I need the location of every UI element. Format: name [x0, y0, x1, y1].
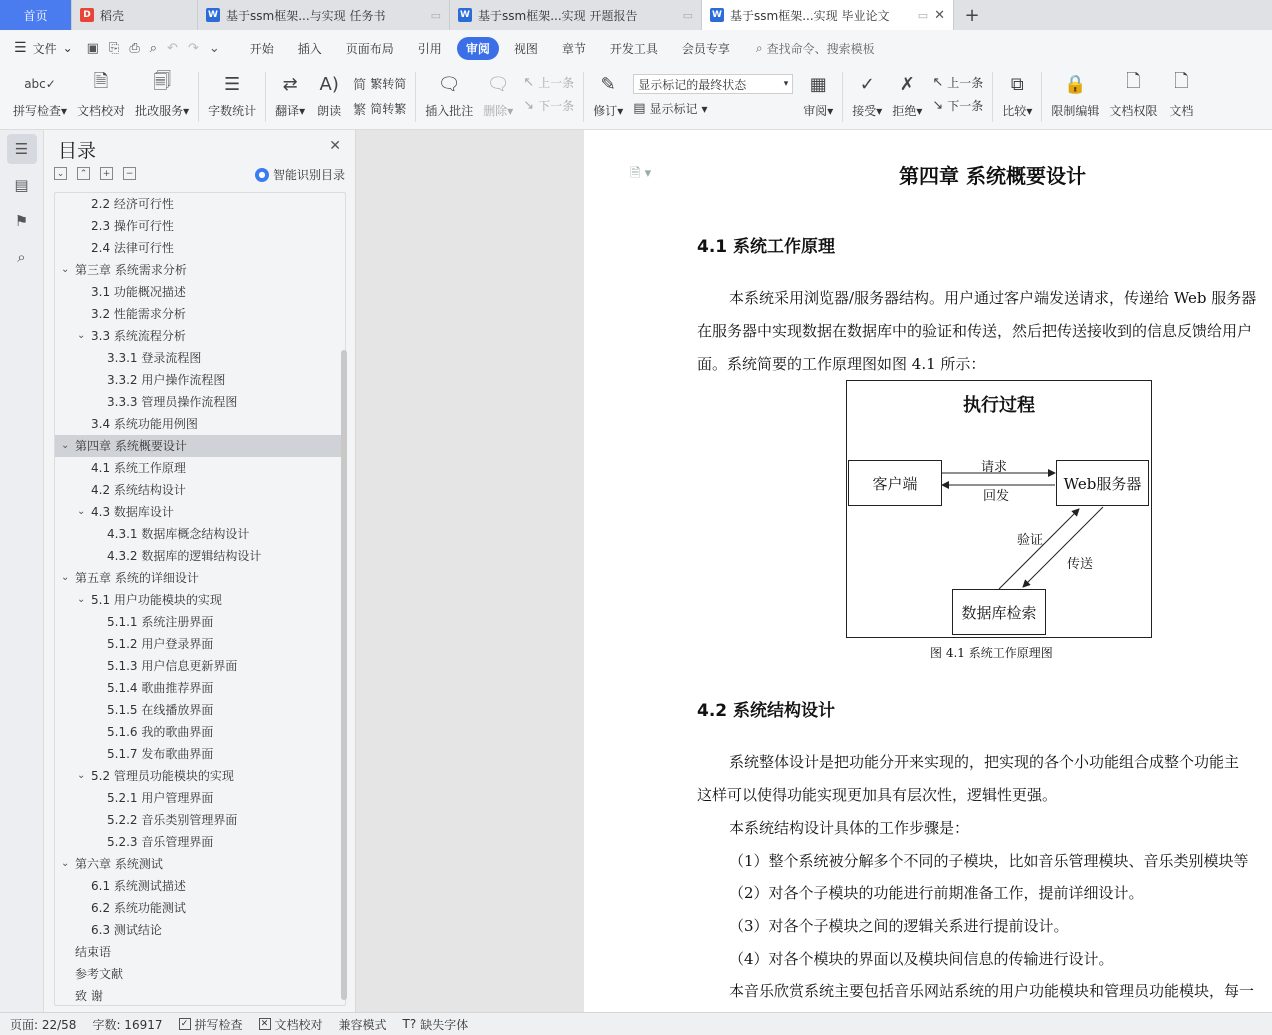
- toc-item[interactable]: [55, 479, 345, 501]
- print-icon[interactable]: ⎙: [129, 40, 140, 56]
- menu-tab-8[interactable]: 会员专享: [681, 41, 730, 56]
- figure-work-principle: [846, 380, 1152, 638]
- toc-item[interactable]: [55, 259, 345, 281]
- toc-item-label: 5.1.6 我的歌曲界面: [107, 725, 214, 739]
- toc-item-label: 3.3 系统流程分析: [91, 329, 186, 343]
- section-heading-4-2: 4.2 系统结构设计: [697, 701, 836, 721]
- chapter-nav-icon[interactable]: ▤: [14, 176, 29, 194]
- toc-item-label: 第四章 系统概要设计: [75, 439, 187, 453]
- compare-label: 比较: [1002, 104, 1027, 118]
- toc-controls: [54, 167, 136, 180]
- chevron-down-icon[interactable]: ⌄: [61, 264, 70, 275]
- page-menu-icon[interactable]: 🗎 ▾: [630, 166, 652, 181]
- toc-item-label: 4.3 数据库设计: [91, 505, 174, 519]
- toc-item[interactable]: [55, 545, 345, 567]
- toc-item-label: 第六章 系统测试: [75, 857, 163, 871]
- insert-comment-button[interactable]: [425, 70, 473, 119]
- close-icon[interactable]: ✕: [329, 138, 341, 154]
- toc-item[interactable]: [55, 941, 345, 963]
- restrict-edit-button[interactable]: [1051, 70, 1099, 119]
- toc-item-label: 5.1.2 用户登录界面: [107, 637, 214, 651]
- delete-comment-button[interactable]: 🗨 删除▾: [483, 70, 513, 119]
- read-aloud-label: 朗读: [317, 104, 342, 118]
- toc-item-label: 第三章 系统需求分析: [75, 263, 187, 277]
- simp-to-trad-button[interactable]: [353, 99, 406, 118]
- status-proof[interactable]: [259, 1016, 323, 1033]
- doc-proof-icon: 🗎: [93, 71, 109, 92]
- toc-item-label: 第五章 系统的详细设计: [75, 571, 199, 585]
- doc-proof-button[interactable]: [77, 70, 125, 119]
- toc-item[interactable]: [55, 655, 345, 677]
- toc-item[interactable]: [55, 919, 345, 941]
- toc-title: 目录: [58, 140, 97, 162]
- toc-item[interactable]: [55, 501, 345, 523]
- prev-change-icon: ↖: [932, 75, 944, 90]
- list-item: （2）对各个子模块的功能进行前期准备工作，提前详细设计。: [729, 884, 1144, 902]
- toc-item[interactable]: [55, 985, 345, 1006]
- collapse-all-icon[interactable]: ⌄: [54, 167, 67, 180]
- word-count-indicator[interactable]: 字数: 16917: [92, 1017, 163, 1032]
- review-pane-button[interactable]: ▦ 审阅▾: [803, 70, 833, 119]
- undo-icon[interactable]: ↶: [167, 40, 178, 56]
- toc-item[interactable]: [55, 677, 345, 699]
- verify-label: 验证: [1017, 533, 1044, 548]
- next-change-label: 下一条: [947, 99, 984, 113]
- toc-item[interactable]: [55, 391, 345, 413]
- daoke-icon: D: [80, 8, 94, 22]
- file-menu[interactable]: [14, 40, 73, 57]
- web-server-box: Web服务器: [1056, 460, 1149, 506]
- toc-item[interactable]: [55, 325, 345, 347]
- read-aloud-icon: A): [319, 73, 339, 95]
- restrict-edit-label: 限制编辑: [1051, 104, 1100, 118]
- menu-tab-7[interactable]: 开发工具: [609, 41, 658, 56]
- menu-tab-2[interactable]: 页面布局: [345, 41, 394, 56]
- toc-item[interactable]: [55, 963, 345, 985]
- list-item: （1）整个系统被分解多个不同的子模块，比如音乐管理模块、音乐类别模块等: [729, 852, 1249, 870]
- ribbon-divider: [1041, 72, 1042, 122]
- search-icon: ⌕: [755, 40, 763, 55]
- toc-item[interactable]: [55, 303, 345, 325]
- trad-to-simp-label: 繁转简: [370, 77, 407, 91]
- toc-item[interactable]: [55, 281, 345, 303]
- paragraph-line: 这样可以使得功能实现更加具有层次性，逻辑性更强。: [697, 786, 1058, 804]
- translate-button[interactable]: ⇄ 翻译▾: [275, 70, 305, 119]
- toc-item[interactable]: [55, 523, 345, 545]
- tab-screen-icon[interactable]: ▭: [430, 8, 441, 22]
- section-heading-4-1: 4.1 系统工作原理: [697, 237, 836, 257]
- next-comment-icon: ↘: [523, 98, 535, 113]
- redo-icon[interactable]: ↷: [187, 40, 199, 56]
- toc-item[interactable]: [55, 347, 345, 369]
- chevron-down-icon[interactable]: ⌄: [77, 506, 86, 517]
- toc-item-label: 3.3.3 管理员操作流程图: [107, 395, 238, 409]
- tab-home-label: 首页: [23, 8, 48, 23]
- reply-label: 回发: [983, 489, 1010, 504]
- tab-doc-proposal[interactable]: [450, 0, 702, 30]
- tab-daoke-label: 稻壳: [100, 8, 125, 23]
- toc-item-label: 2.3 操作可行性: [91, 219, 174, 233]
- db-search-box: 数据库检索: [952, 589, 1046, 635]
- lock-icon: 🔒: [1064, 73, 1087, 95]
- toc-panel: [44, 130, 356, 1012]
- toc-item[interactable]: [55, 875, 345, 897]
- toc-item-label: 2.2 经济可行性: [91, 197, 174, 211]
- markup-group: [633, 74, 793, 117]
- translate-label: 翻译: [275, 104, 300, 118]
- chevron-down-icon[interactable]: ⌄: [77, 594, 86, 605]
- toc-scrollbar[interactable]: [341, 350, 347, 1000]
- search-icon[interactable]: ⌕: [17, 248, 26, 266]
- prev-change-button[interactable]: [932, 74, 983, 91]
- markup-state-select[interactable]: [633, 74, 793, 94]
- remove-heading-icon[interactable]: −: [123, 167, 136, 180]
- batch-service-icon: 🗐: [153, 71, 172, 92]
- toc-item-label: 参考文献: [75, 967, 124, 981]
- tab-doc-task-label: 基于ssm框架...与实现 任务书: [226, 8, 386, 23]
- writer-icon: W: [458, 8, 472, 22]
- export-icon[interactable]: ⎘: [108, 40, 120, 56]
- toc-item-label: 6.2 系统功能测试: [91, 901, 186, 915]
- accept-label: 接受: [852, 104, 877, 118]
- add-heading-icon[interactable]: +: [100, 167, 113, 180]
- tab-home[interactable]: [0, 0, 72, 30]
- toc-panel-icon[interactable]: ☰: [7, 134, 37, 164]
- toc-item[interactable]: [55, 611, 345, 633]
- delete-comment-label: 删除: [483, 104, 508, 118]
- menu-bar: [0, 30, 1272, 66]
- chevron-down-icon[interactable]: ⌄: [61, 572, 70, 583]
- file-menu-label: 文件: [32, 41, 57, 56]
- writer-icon: W: [206, 8, 220, 22]
- toc-item[interactable]: [55, 897, 345, 919]
- toc-item[interactable]: [55, 809, 345, 831]
- missing-font-label: 缺失字体: [420, 1017, 469, 1032]
- toc-item[interactable]: [55, 193, 345, 215]
- close-tab-icon[interactable]: ✕: [934, 7, 945, 23]
- toc-item-label: 5.2 管理员功能模块的实现: [91, 769, 234, 783]
- track-changes-label: 修订: [593, 104, 618, 118]
- toc-item-label: 5.2.3 音乐管理界面: [107, 835, 214, 849]
- document-area: [356, 130, 1272, 1012]
- toc-item-label: 4.3.2 数据库的逻辑结构设计: [107, 549, 262, 563]
- ribbon-divider: [842, 72, 843, 122]
- tab-bar: [0, 0, 1272, 30]
- ribbon-review: [0, 66, 1272, 130]
- writer-icon: W: [710, 8, 724, 22]
- ribbon-divider: [198, 72, 199, 122]
- bookmark-icon[interactable]: ⚑: [14, 212, 29, 230]
- toc-item-label: 5.1.5 在线播放界面: [107, 703, 214, 717]
- client-box: 客户端: [848, 460, 942, 506]
- comment-add-icon: 🗨: [437, 73, 461, 95]
- read-aloud-button[interactable]: [315, 70, 343, 119]
- toc-item[interactable]: [55, 743, 345, 765]
- tab-screen-icon[interactable]: ▭: [682, 8, 693, 22]
- toc-item-label: 结束语: [75, 945, 112, 959]
- toc-item-label: 4.2 系统结构设计: [91, 483, 186, 497]
- track-changes-button[interactable]: ✎ 修订▾: [593, 70, 623, 119]
- prev-comment-icon: ↖: [523, 75, 535, 90]
- paragraph-line: 本系统采用浏览器/服务器结构。用户通过客户端发送请求，传递给 Web 服务器: [729, 289, 1257, 307]
- paragraph-line: 本音乐欣赏系统主要包括音乐网站系统的用户功能模块和管理员功能模块，每一: [729, 982, 1255, 1000]
- tab-daoke[interactable]: [72, 0, 198, 30]
- review-pane-label: 审阅: [803, 104, 828, 118]
- toc-item-label: 3.3.1 登录流程图: [107, 351, 202, 365]
- menu-tab-1[interactable]: 插入: [297, 41, 322, 56]
- menu-tab-4[interactable]: 审阅: [457, 37, 499, 60]
- chevron-down-icon[interactable]: ⌄: [61, 440, 70, 451]
- batch-service-label: 批改服务: [135, 104, 184, 118]
- toc-list: [54, 192, 346, 1006]
- toc-item[interactable]: [55, 589, 345, 611]
- reject-button[interactable]: ✗ 拒绝▾: [892, 70, 922, 119]
- track-changes-icon: ✎: [600, 73, 616, 95]
- toc-item-label: 5.2.1 用户管理界面: [107, 791, 214, 805]
- toc-item-label: 6.3 测试结论: [91, 923, 162, 937]
- paragraph-line: 系统整体设计是把功能分开来实现的，把实现的各个小功能组合成整个功能主: [729, 753, 1240, 771]
- spell-check-button[interactable]: abc✓ 拼写检查▾: [13, 70, 67, 119]
- reject-icon: ✗: [899, 73, 915, 95]
- doc-more-icon: 🗋: [1174, 71, 1189, 92]
- ribbon-divider: [992, 72, 993, 122]
- show-markup-button[interactable]: ▤ 显示标记 ▾: [633, 101, 708, 116]
- new-tab-button[interactable]: +: [964, 4, 980, 26]
- toc-item-label: 5.1 用户功能模块的实现: [91, 593, 222, 607]
- font-icon: T?: [402, 1017, 417, 1031]
- toc-item[interactable]: [55, 721, 345, 743]
- list-item: （4）对各个模块的界面以及模块间信息的传输进行设计。: [729, 950, 1114, 968]
- doc-permission-icon: 🗋: [1126, 71, 1141, 92]
- toc-item[interactable]: [55, 567, 345, 589]
- accept-icon: ✓: [859, 73, 875, 95]
- doc-permission-button[interactable]: [1109, 70, 1157, 119]
- simp-trad-icon: 繁: [353, 103, 367, 118]
- status-spell-label: 拼写检查: [194, 1017, 243, 1032]
- toc-item-label: 4.1 系统工作原理: [91, 461, 186, 475]
- verify-arrow: [999, 509, 1079, 589]
- more-icon[interactable]: ⌄: [208, 40, 220, 56]
- status-spell-check[interactable]: [179, 1016, 243, 1033]
- toc-item-label: 4.3.1 数据库概念结构设计: [107, 527, 250, 541]
- checkbox-icon: ✓: [179, 1018, 191, 1030]
- ribbon-divider: [265, 72, 266, 122]
- word-count-button[interactable]: [208, 70, 256, 119]
- chapter-heading: 第四章 系统概要设计: [899, 164, 1086, 188]
- ribbon-divider: [583, 72, 584, 122]
- trad-to-simp-button[interactable]: [353, 74, 406, 93]
- toc-item[interactable]: [55, 435, 345, 457]
- reject-label: 拒绝: [892, 104, 917, 118]
- accept-button[interactable]: ✓ 接受▾: [852, 70, 882, 119]
- change-nav-group: [932, 74, 983, 114]
- toc-item[interactable]: [55, 237, 345, 259]
- chevron-down-icon: ⌄: [62, 41, 73, 55]
- toc-item[interactable]: [55, 699, 345, 721]
- toc-item-label: 3.1 功能概况描述: [91, 285, 186, 299]
- toc-item-label: 2.4 法律可行性: [91, 241, 174, 255]
- insert-comment-label: 插入批注: [425, 104, 474, 118]
- toc-item-label: 6.1 系统测试描述: [91, 879, 186, 893]
- toc-item[interactable]: [55, 831, 345, 853]
- show-markup-icon: ▤: [633, 101, 646, 116]
- spell-check-label: 拼写检查: [13, 104, 62, 118]
- send-label: 传送: [1067, 557, 1094, 572]
- batch-service-button[interactable]: 🗐 批改服务▾: [135, 71, 190, 118]
- next-change-icon: ↘: [932, 98, 944, 113]
- toc-item[interactable]: [55, 369, 345, 391]
- comment-delete-icon: 🗨: [486, 73, 510, 95]
- review-pane-icon: ▦: [809, 73, 827, 95]
- menu-tab-5[interactable]: 视图: [513, 41, 538, 56]
- toc-item-label: 3.2 性能需求分析: [91, 307, 186, 321]
- chevron-down-icon[interactable]: ⌄: [77, 770, 86, 781]
- paragraph-line: 在服务器中实现数据在数据库中的验证和传送，然后把传送接收到的信息反馈给用户: [697, 322, 1253, 340]
- quick-access: [87, 41, 220, 56]
- figure-caption: 图 4.1 系统工作原理图: [930, 646, 1053, 660]
- paragraph-line: 本系统结构设计具体的工作步骤是：: [729, 819, 970, 837]
- list-item: （3）对各个子模块之间的逻辑关系进行提前设计。: [729, 917, 1069, 935]
- doc-more-label: 文档: [1169, 104, 1194, 118]
- toc-item-label: 5.1.4 歌曲推荐界面: [107, 681, 214, 695]
- expand-all-icon[interactable]: ⌃: [77, 167, 90, 180]
- save-icon[interactable]: ▣: [86, 40, 99, 56]
- left-nav-strip: [0, 130, 44, 1012]
- toc-item[interactable]: [55, 215, 345, 237]
- tab-doc-proposal-label: 基于ssm框架...实现 开题报告: [478, 8, 638, 23]
- word-count-label: 字数统计: [208, 104, 257, 118]
- figure-title: 执行过程: [963, 395, 1035, 416]
- proof-icon: ✕: [259, 1018, 271, 1030]
- smart-toc-icon: ●: [255, 168, 269, 182]
- chinese-convert-group: [353, 74, 406, 118]
- request-label: 请求: [981, 460, 1008, 475]
- word-count-icon: ☰: [224, 73, 241, 95]
- ribbon-divider: [415, 72, 416, 122]
- toc-item-label: 致 谢: [75, 989, 103, 1003]
- next-comment-label: 下一条: [538, 99, 575, 113]
- toc-item[interactable]: [55, 633, 345, 655]
- simp-to-trad-label: 简转繁: [370, 102, 407, 116]
- chevron-down-icon[interactable]: ⌄: [77, 330, 86, 341]
- menu-tab-6[interactable]: 章节: [561, 41, 586, 56]
- menu-tab-3[interactable]: 引用: [417, 41, 442, 56]
- toc-item-label: 5.1.7 发布歌曲界面: [107, 747, 214, 761]
- tab-doc-thesis-label: 基于ssm框架...实现 毕业论文: [730, 8, 890, 23]
- toc-item[interactable]: [55, 413, 345, 435]
- prev-comment-button[interactable]: [523, 74, 574, 91]
- compare-icon: ⧉: [1010, 73, 1024, 95]
- tab-screen-icon[interactable]: ▭: [917, 8, 929, 22]
- status-bar: [0, 1012, 1272, 1035]
- show-markup-label: 显示标记: [649, 102, 698, 116]
- toc-item[interactable]: [55, 765, 345, 787]
- trad-simp-icon: 简: [353, 78, 367, 93]
- comment-nav-group: [523, 74, 574, 114]
- toc-item[interactable]: [55, 787, 345, 809]
- command-search-label: 查找命令、搜索模板: [766, 41, 875, 56]
- tab-doc-thesis[interactable]: [702, 0, 954, 30]
- toc-item-label: 5.1.3 用户信息更新界面: [107, 659, 238, 673]
- page-indicator[interactable]: 页面: 22/58: [10, 1017, 77, 1032]
- doc-proof-label: 文档校对: [77, 104, 126, 118]
- tab-doc-task[interactable]: [198, 0, 450, 30]
- toc-item-label: 5.2.2 音乐类别管理界面: [107, 813, 238, 827]
- next-comment-button[interactable]: [523, 97, 574, 114]
- chevron-down-icon[interactable]: ⌄: [61, 858, 70, 869]
- doc-permission-label: 文档权限: [1109, 104, 1158, 118]
- doc-more-button[interactable]: [1167, 70, 1195, 119]
- toc-item[interactable]: [55, 457, 345, 479]
- toc-item[interactable]: [55, 853, 345, 875]
- next-change-button[interactable]: [932, 97, 983, 114]
- prev-comment-label: 上一条: [538, 76, 575, 90]
- document-page: [584, 130, 1272, 1012]
- smart-toc-button[interactable]: [255, 166, 345, 183]
- status-proof-label: 文档校对: [274, 1017, 323, 1032]
- toc-item-label: 3.3.2 用户操作流程图: [107, 373, 226, 387]
- translate-icon: ⇄: [282, 73, 298, 95]
- hamburger-icon: ☰: [14, 40, 27, 56]
- missing-font[interactable]: [403, 1016, 469, 1033]
- prev-change-label: 上一条: [947, 76, 984, 90]
- chevron-down-icon: ▾: [783, 79, 789, 89]
- markup-state-value: 显示标记的最终状态: [638, 77, 747, 92]
- command-search[interactable]: [756, 40, 875, 57]
- preview-icon[interactable]: ⌕: [149, 40, 158, 56]
- compat-mode[interactable]: 兼容模式: [338, 1017, 387, 1032]
- smart-toc-label: 智能识别目录: [272, 168, 345, 182]
- toc-item-label: 5.1.1 系统注册界面: [107, 615, 214, 629]
- menu-tab-0[interactable]: 开始: [249, 41, 274, 56]
- paragraph-line: 面。系统简要的工作原理图如图 4.1 所示：: [697, 355, 986, 373]
- compare-button[interactable]: ⧉ 比较▾: [1002, 70, 1032, 119]
- toc-item-label: 3.4 系统功能用例图: [91, 417, 198, 431]
- spell-check-icon: abc✓: [24, 77, 56, 91]
